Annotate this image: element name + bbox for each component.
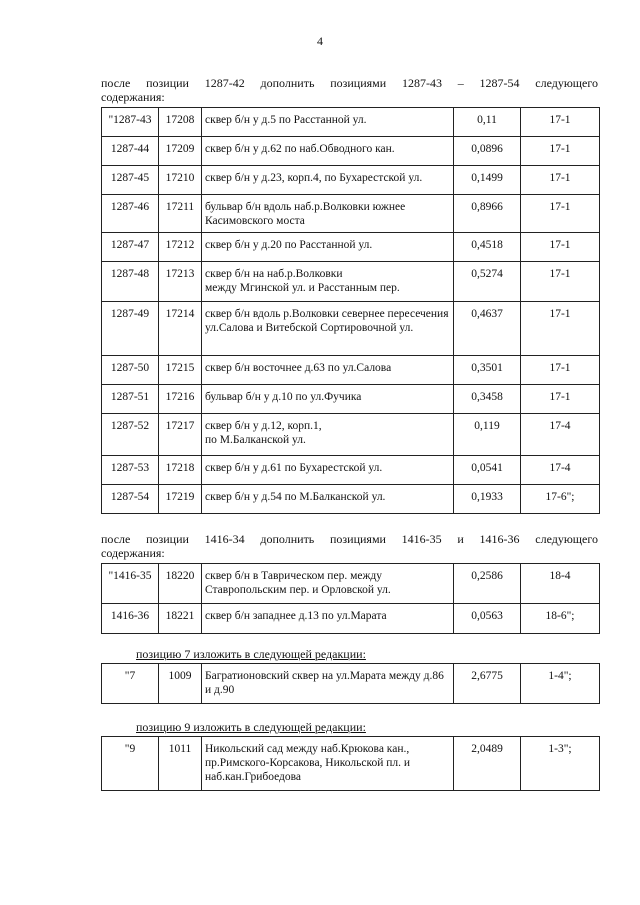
name-cell: бульвар б/н вдоль наб.р.Волковки южнее Касимовского моста bbox=[202, 195, 454, 233]
position-cell: "1416-35 bbox=[102, 564, 159, 604]
area-cell: 0,3458 bbox=[454, 385, 521, 414]
table-row bbox=[102, 108, 600, 137]
category-cell: 17-1 bbox=[521, 385, 600, 414]
code-cell: 1011 bbox=[159, 737, 202, 791]
category-cell: 17-1 bbox=[521, 137, 600, 166]
category-cell: 17-4 bbox=[521, 456, 600, 485]
name-cell: сквер б/н у д.62 по наб.Обводного кан. bbox=[202, 137, 454, 166]
table-row bbox=[102, 137, 600, 166]
position-cell: 1287-44 bbox=[102, 137, 159, 166]
name-cell: бульвар б/н у д.10 по ул.Фучика bbox=[202, 385, 454, 414]
table-row bbox=[102, 233, 600, 262]
category-cell: 1-3"; bbox=[521, 737, 600, 791]
table-row bbox=[102, 737, 600, 791]
area-cell: 2,6775 bbox=[454, 664, 521, 704]
code-cell: 17213 bbox=[159, 262, 202, 302]
category-cell: 17-1 bbox=[521, 262, 600, 302]
section-3-intro: позицию 7 изложить в следующей редакции: bbox=[136, 647, 366, 661]
code-cell: 17214 bbox=[159, 302, 202, 356]
code-cell: 18220 bbox=[159, 564, 202, 604]
table-row bbox=[102, 166, 600, 195]
area-cell: 0,119 bbox=[454, 414, 521, 456]
position-cell: "9 bbox=[102, 737, 159, 791]
category-cell: 17-1 bbox=[521, 195, 600, 233]
area-cell: 0,5274 bbox=[454, 262, 521, 302]
position-cell: 1287-53 bbox=[102, 456, 159, 485]
table-row bbox=[102, 356, 600, 385]
position-cell: "7 bbox=[102, 664, 159, 704]
position-cell: 1287-51 bbox=[102, 385, 159, 414]
area-cell: 0,4637 bbox=[454, 302, 521, 356]
code-cell: 17208 bbox=[159, 108, 202, 137]
area-cell: 0,0563 bbox=[454, 604, 521, 634]
category-cell: 17-1 bbox=[521, 302, 600, 356]
area-cell: 0,3501 bbox=[454, 356, 521, 385]
table-row bbox=[102, 664, 600, 704]
name-cell: сквер б/н восточнее д.63 по ул.Салова bbox=[202, 356, 454, 385]
code-cell: 17219 bbox=[159, 485, 202, 514]
section-1-intro-line1: после позиции 1287-42 дополнить позициями 1287-43 – 1287-54 следующего bbox=[101, 76, 598, 90]
name-cell: сквер б/н у д.23, корп.4, по Бухарестской ул. bbox=[202, 166, 454, 195]
section-1-intro bbox=[101, 76, 598, 104]
category-cell: 1-4"; bbox=[521, 664, 600, 704]
area-cell: 0,1933 bbox=[454, 485, 521, 514]
area-cell: 0,2586 bbox=[454, 564, 521, 604]
table-row bbox=[102, 485, 600, 514]
area-cell: 0,8966 bbox=[454, 195, 521, 233]
category-cell: 17-4 bbox=[521, 414, 600, 456]
category-cell: 18-6"; bbox=[521, 604, 600, 634]
code-cell: 17212 bbox=[159, 233, 202, 262]
category-cell: 18-4 bbox=[521, 564, 600, 604]
table-row bbox=[102, 195, 600, 233]
area-cell: 2,0489 bbox=[454, 737, 521, 791]
name-cell: сквер б/н на наб.р.Волковки между Мгинской ул. и Расстанным пер. bbox=[202, 262, 454, 302]
name-cell: сквер б/н у д.54 по М.Балканской ул. bbox=[202, 485, 454, 514]
position-cell: 1416-36 bbox=[102, 604, 159, 634]
table-row bbox=[102, 262, 600, 302]
page-number: 4 bbox=[317, 34, 323, 48]
name-cell: сквер б/н западнее д.13 по ул.Марата bbox=[202, 604, 454, 634]
section-1-table bbox=[101, 107, 600, 514]
code-cell: 17209 bbox=[159, 137, 202, 166]
name-cell: сквер б/н у д.12, корп.1, по М.Балканской ул. bbox=[202, 414, 454, 456]
name-cell: сквер б/н у д.5 по Расстанной ул. bbox=[202, 108, 454, 137]
area-cell: 0,4518 bbox=[454, 233, 521, 262]
section-2-intro bbox=[101, 532, 598, 560]
code-cell: 17218 bbox=[159, 456, 202, 485]
table-row bbox=[102, 564, 600, 604]
section-2-intro-line1: после позиции 1416-34 дополнить позициями 1416-35 и 1416-36 следующего bbox=[101, 532, 598, 546]
table-row bbox=[102, 302, 600, 356]
code-cell: 17216 bbox=[159, 385, 202, 414]
name-cell: сквер б/н вдоль р.Волковки севернее пересечения ул.Салова и Витебской Сортировочной ул. bbox=[202, 302, 454, 356]
position-cell: 1287-46 bbox=[102, 195, 159, 233]
category-cell: 17-1 bbox=[521, 166, 600, 195]
position-cell: 1287-48 bbox=[102, 262, 159, 302]
position-cell: 1287-49 bbox=[102, 302, 159, 356]
position-cell: 1287-54 bbox=[102, 485, 159, 514]
section-1-intro-line2: содержания: bbox=[101, 90, 165, 104]
code-cell: 17210 bbox=[159, 166, 202, 195]
position-cell: "1287-43 bbox=[102, 108, 159, 137]
area-cell: 0,1499 bbox=[454, 166, 521, 195]
code-cell: 18221 bbox=[159, 604, 202, 634]
category-cell: 17-1 bbox=[521, 108, 600, 137]
section-4-table bbox=[101, 736, 600, 791]
area-cell: 0,0541 bbox=[454, 456, 521, 485]
section-2-table bbox=[101, 563, 600, 634]
code-cell: 17215 bbox=[159, 356, 202, 385]
table-row bbox=[102, 456, 600, 485]
code-cell: 17217 bbox=[159, 414, 202, 456]
area-cell: 0,11 bbox=[454, 108, 521, 137]
area-cell: 0,0896 bbox=[454, 137, 521, 166]
position-cell: 1287-47 bbox=[102, 233, 159, 262]
position-cell: 1287-45 bbox=[102, 166, 159, 195]
name-cell: сквер б/н у д.20 по Расстанной ул. bbox=[202, 233, 454, 262]
section-3-table bbox=[101, 663, 600, 704]
position-cell: 1287-52 bbox=[102, 414, 159, 456]
category-cell: 17-1 bbox=[521, 356, 600, 385]
section-4-intro: позицию 9 изложить в следующей редакции: bbox=[136, 720, 366, 734]
category-cell: 17-6"; bbox=[521, 485, 600, 514]
table-row bbox=[102, 385, 600, 414]
position-cell: 1287-50 bbox=[102, 356, 159, 385]
code-cell: 1009 bbox=[159, 664, 202, 704]
name-cell: сквер б/н у д.61 по Бухарестской ул. bbox=[202, 456, 454, 485]
category-cell: 17-1 bbox=[521, 233, 600, 262]
name-cell: Никольский сад между наб.Крюкова кан., пр.Римского-Корсакова, Никольской пл. и наб.кан.Грибоедова bbox=[202, 737, 454, 791]
table-row bbox=[102, 414, 600, 456]
name-cell: сквер б/н в Таврическом пер. между Ставропольским пер. и Орловской ул. bbox=[202, 564, 454, 604]
name-cell: Багратионовский сквер на ул.Марата между д.86 и д.90 bbox=[202, 664, 454, 704]
section-2-intro-line2: содержания: bbox=[101, 546, 165, 560]
table-row bbox=[102, 604, 600, 634]
code-cell: 17211 bbox=[159, 195, 202, 233]
